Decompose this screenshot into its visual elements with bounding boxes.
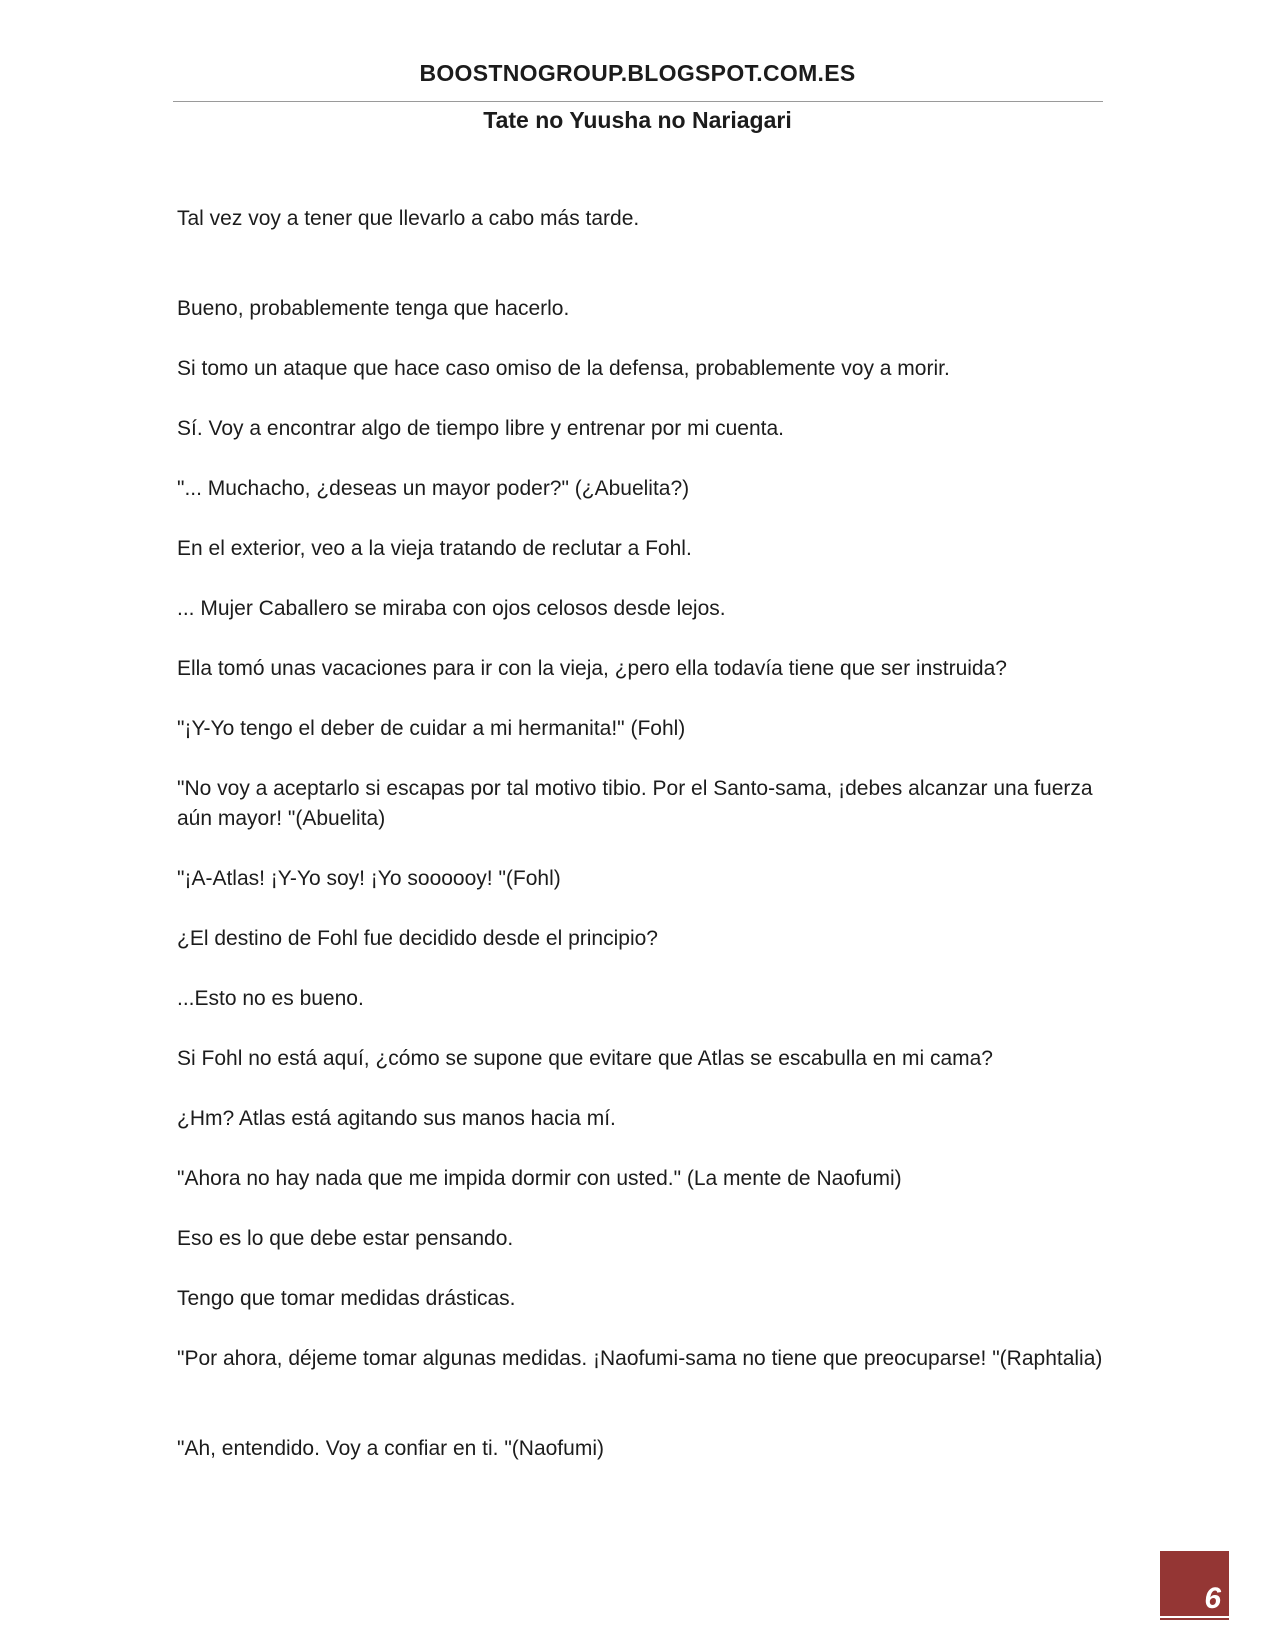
paragraph: Si tomo un ataque que hace caso omiso de la defensa, probablemente voy a morir. <box>177 357 950 380</box>
paragraph: "¡Y-Yo tengo el deber de cuidar a mi hermanita!" (Fohl) <box>177 717 686 740</box>
paragraph: ¿Hm? Atlas está agitando sus manos hacia mí. <box>177 1107 616 1130</box>
page-number: 6 <box>1204 1582 1221 1615</box>
paragraph: "Ah, entendido. Voy a confiar en ti. "(Naofumi) <box>177 1437 604 1460</box>
paragraph: Sí. Voy a encontrar algo de tiempo libre y entrenar por mi cuenta. <box>177 417 785 440</box>
header-site-url: BOOSTNOGROUP.BLOGSPOT.COM.ES <box>419 60 856 86</box>
paragraph: En el exterior, veo a la vieja tratando de reclutar a Fohl. <box>177 537 692 560</box>
page-number-badge <box>1160 1551 1229 1620</box>
paragraph: "¡A-Atlas! ¡Y-Yo soy! ¡Yo soooooy! "(Fohl) <box>177 867 561 890</box>
paragraph: Ella tomó unas vacaciones para ir con la vieja, ¿pero ella todavía tiene que ser instruida? <box>177 657 1007 680</box>
paragraph: ¿El destino de Fohl fue decidido desde el principio? <box>177 927 658 950</box>
paragraph: Bueno, probablemente tenga que hacerlo. <box>177 297 570 320</box>
document-title: Tate no Yuusha no Nariagari <box>483 107 792 133</box>
paragraph: "No voy a aceptarlo si escapas por tal motivo tibio. Por el Santo-sama, ¡debes alcanzar una fuerza aún mayor! "(Abuelita) <box>177 777 1093 830</box>
paragraph: Tengo que tomar medidas drásticas. <box>177 1287 516 1310</box>
paragraph: "Ahora no hay nada que me impida dormir con usted." (La mente de Naofumi) <box>177 1167 902 1190</box>
paragraph: ...Esto no es bueno. <box>177 987 364 1010</box>
paragraph: ... Mujer Caballero se miraba con ojos celosos desde lejos. <box>177 597 726 620</box>
paragraph: "... Muchacho, ¿deseas un mayor poder?" (¿Abuelita?) <box>177 477 690 500</box>
paragraph: "Por ahora, déjeme tomar algunas medidas. ¡Naofumi-sama no tiene que preocuparse! "(Raphtalia) <box>177 1347 1103 1370</box>
page-number-underline <box>1160 1616 1229 1618</box>
paragraph: Tal vez voy a tener que llevarlo a cabo más tarde. <box>177 207 640 230</box>
paragraph: Eso es lo que debe estar pensando. <box>177 1227 514 1250</box>
paragraph: Si Fohl no está aquí, ¿cómo se supone que evitare que Atlas se escabulla en mi cama? <box>177 1047 993 1070</box>
